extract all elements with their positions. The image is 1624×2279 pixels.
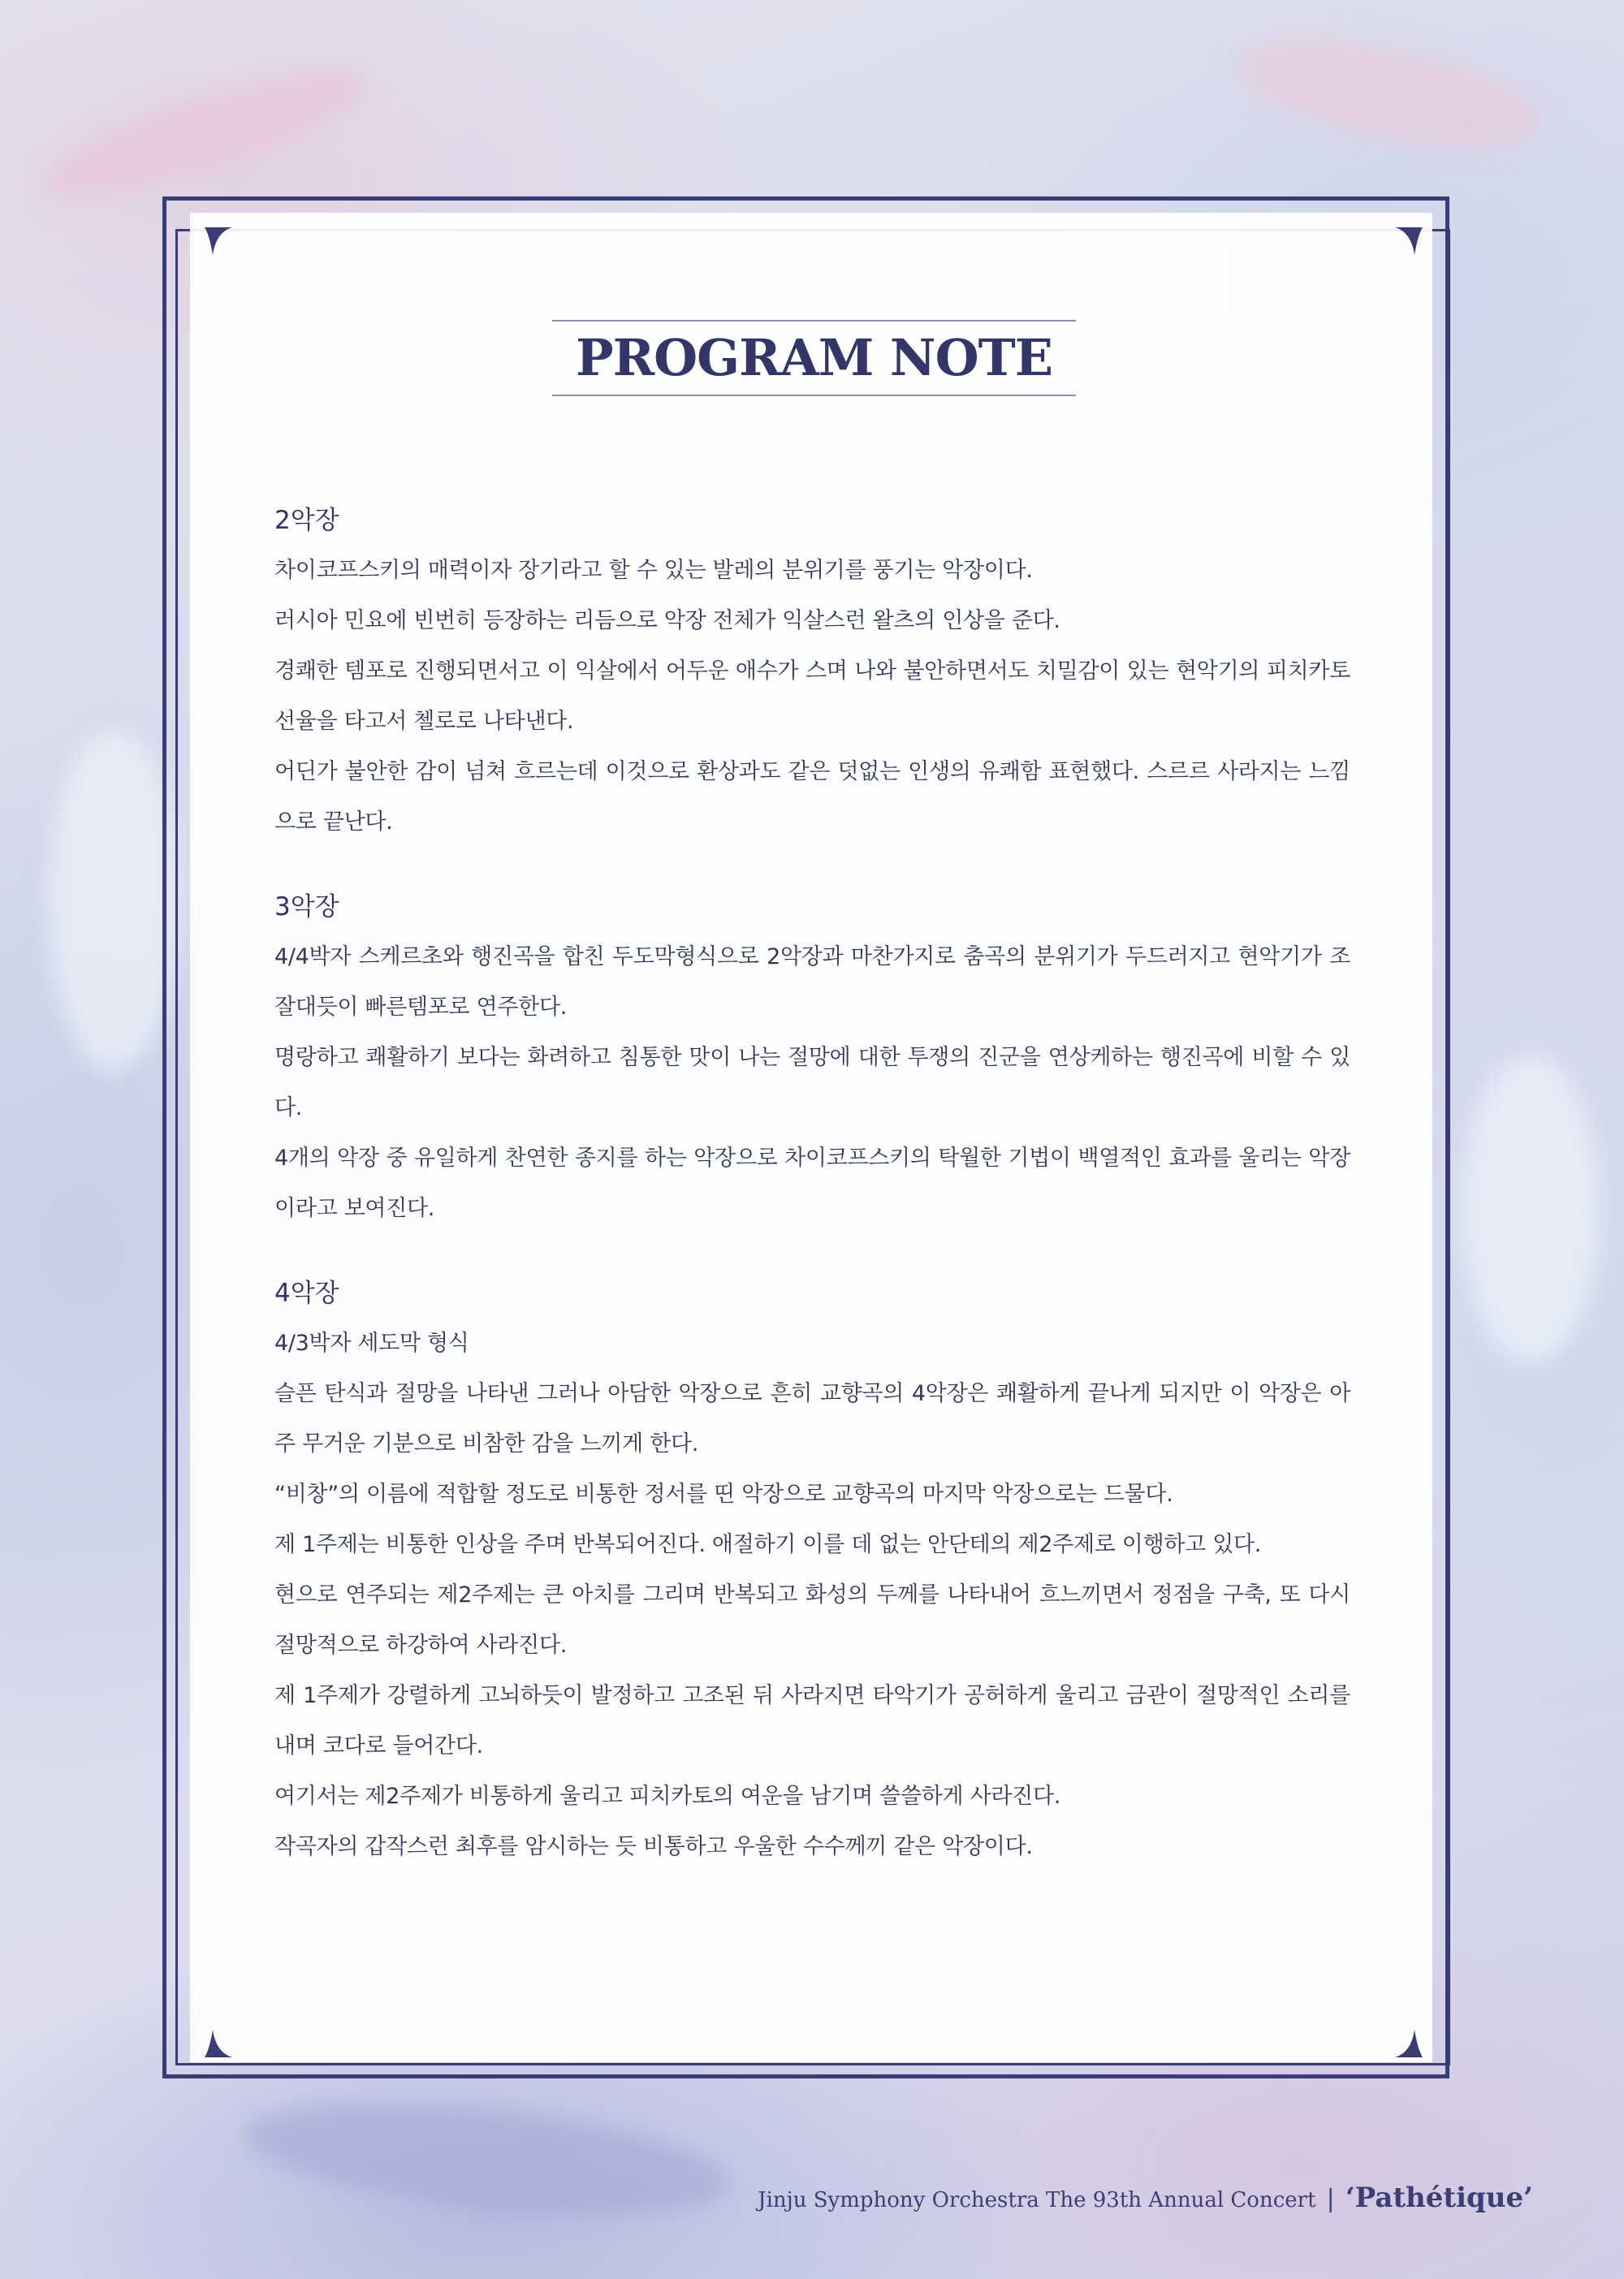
paragraph: 경쾌한 템포로 진행되면서고 이 익살에서 어두운 애수가 스며 나와 불안하면서도 치밀감이 있는 현악기의 피치카토 선율을 타고서 첼로로 나타낸다. xyxy=(274,658,1350,734)
paragraph: 여기서는 제2주제가 비통하게 울리고 피치카토의 여운을 남기며 쓸쓸하게 사라진다. xyxy=(274,1784,1061,1809)
section-movement-2 xyxy=(274,495,1350,848)
paint-streak xyxy=(1462,1055,1600,1364)
footer-concert-name: Jinju Symphony Orchestra The 93th Annual Concert xyxy=(758,2188,1316,2212)
corner-ornament-icon xyxy=(1395,2030,1423,2057)
paragraph: 차이코프스키의 매력이자 장기라고 할 수 있는 발레의 분위기를 풍기는 악장이다. xyxy=(274,558,1033,583)
section-movement-4 xyxy=(274,1268,1350,1872)
corner-ornament-icon xyxy=(1395,227,1423,255)
page-title: PROGRAM NOTE xyxy=(575,328,1053,387)
paint-streak xyxy=(1229,18,1549,170)
paint-streak xyxy=(240,2086,734,2234)
paragraph: 러시아 민요에 빈번히 등장하는 리듬으로 악장 전체가 익살스런 왈츠의 인상을 준다. xyxy=(274,608,1060,633)
title-rule-bottom xyxy=(552,395,1076,396)
footer-separator: | xyxy=(1326,2185,1335,2213)
paragraph: 4/3박자 세도막 형식 xyxy=(274,1331,469,1356)
program-note-body xyxy=(274,495,1350,1906)
footer-concert-subtitle: ‘Pathétique’ xyxy=(1345,2182,1533,2214)
corner-ornament-icon xyxy=(205,2030,232,2057)
section-movement-3 xyxy=(274,882,1350,1234)
paragraph: “비창”의 이름에 적합할 정도로 비통한 정서를 띤 악장으로 교향곡의 마지막 악장으로는 드물다. xyxy=(274,1482,1173,1507)
section-heading: 4악장 xyxy=(274,1279,339,1308)
paragraph: 제 1주제는 비통한 인상을 주며 반복되어진다. 애절하기 이를 데 없는 안단테의 제2주제로 이행하고 있다. xyxy=(274,1532,1262,1557)
section-heading: 3악장 xyxy=(274,892,339,922)
paragraph: 제 1주제가 강렬하게 고뇌하듯이 발정하고 고조된 뒤 사라지면 타악기가 공허하게 울리고 금관이 절망적인 소리를 내며 코다로 들어간다. xyxy=(274,1683,1350,1759)
corner-ornament-icon xyxy=(205,227,232,255)
title-rule-top xyxy=(552,320,1076,322)
paint-streak xyxy=(29,46,376,221)
paragraph: 작곡자의 갑작스런 최후를 암시하는 듯 비통하고 우울한 수수께끼 같은 악장이다. xyxy=(274,1834,1033,1859)
paragraph: 현으로 연주되는 제2주제는 큰 아치를 그리며 반복되고 화성의 두께를 나타내어 흐느끼면서 정점을 구축, 또 다시 절망적으로 하강하여 사라진다. xyxy=(274,1582,1350,1658)
paragraph: 4개의 악장 중 유일하게 찬연한 종지를 하는 악장으로 차이코프스키의 탁월한 기법이 백열적인 효과를 울리는 악장이라고 보여진다. xyxy=(274,1146,1350,1221)
paragraph: 어딘가 불안한 감이 넘쳐 흐르는데 이것으로 환상과도 같은 덧없는 인생의 유쾌함 표현했다. 스르르 사라지는 느낌으로 끝난다. xyxy=(274,759,1350,835)
paragraph: 4/4박자 스케르초와 행진곡을 합친 두도막형식으로 2악장과 마찬가지로 춤곡의 분위기가 두드러지고 현악기가 조잘대듯이 빠른템포로 연주한다. xyxy=(274,944,1350,1020)
paint-streak xyxy=(49,731,179,1072)
section-heading: 2악장 xyxy=(274,506,339,535)
paragraph: 명랑하고 쾌활하기 보다는 화려하고 침통한 맛이 나는 절망에 대한 투쟁의 진군을 연상케하는 행진곡에 비할 수 있다. xyxy=(274,1045,1350,1120)
paragraph: 슬픈 탄식과 절망을 나타낸 그러나 아담한 악장으로 흔히 교향곡의 4악장은 쾌활하게 끝나게 되지만 이 악장은 아주 무거운 기분으로 비참한 감을 느끼게 한다. xyxy=(274,1381,1350,1457)
title-block xyxy=(552,317,1076,399)
footer xyxy=(758,2182,1533,2214)
